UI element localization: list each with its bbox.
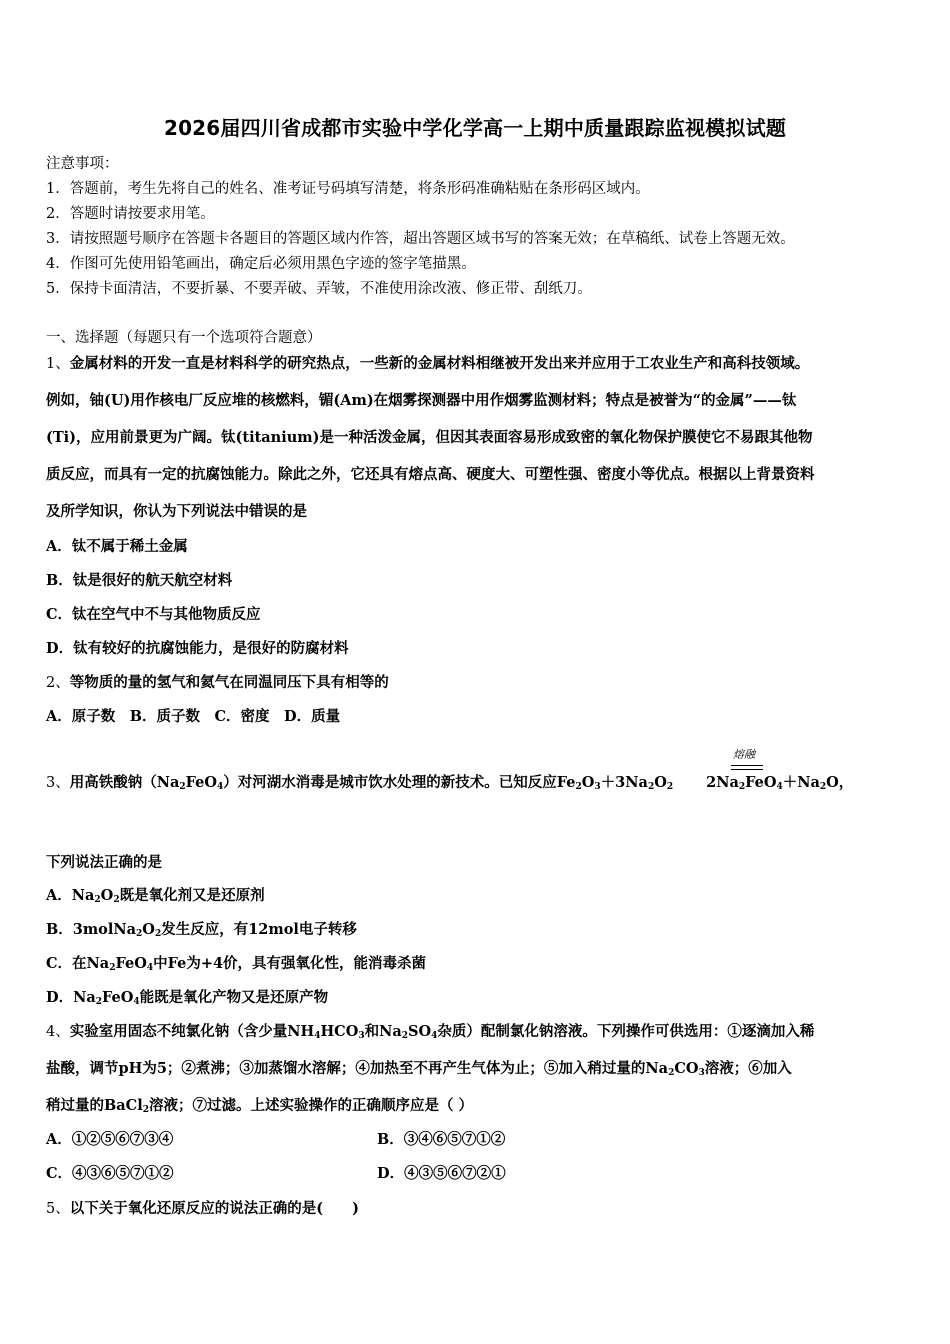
section-heading: 一、选择题（每题只有一个选项符合题意） [46, 330, 322, 346]
page-title: 2026届四川省成都市实验中学化学高一上期中质量跟踪监视模拟试题 [163, 116, 787, 140]
compound: $Na_2FeO_4$ [156, 774, 224, 792]
question-number: 4、 [46, 1024, 70, 1040]
option-b: B．③④⑥⑤⑦①② [377, 1131, 506, 1148]
equation-line-bottom [731, 769, 763, 770]
question-number: 2、 [46, 675, 70, 691]
option-a: A．钛不属于稀土金属 [46, 538, 188, 555]
question-3-prompt: 下列说法正确的是 [46, 854, 162, 871]
question-3-line: 3、用高铁酸钠$(Na_2FeO_4)$对河湖水消毒是城市饮水处理的新技术。已知反应$Fe_2O_3+3Na_2O_2$ $2Na_2FeO_4+Na_2O$， [46, 774, 854, 792]
option-b: B．$3molNa_2O_2$发生反应，有12mol电子转移 [46, 921, 357, 939]
question-1-line: 例如，铀(U)用作核电厂反应堆的核燃料，镅(Am)在烟雾探测器中用作烟雾监测材料；特点是被誉为“的金属”——钛 [46, 392, 797, 409]
question-2-options: A．原子数 B．质子数 C．密度 D．质量 [46, 708, 341, 725]
option-a: A．①②⑤⑥⑦③④ [46, 1131, 174, 1148]
question-number: 5、 [46, 1201, 70, 1217]
question-number: 3、 [46, 775, 70, 791]
equation-line-top [731, 765, 763, 766]
option-d: D．钛有较好的抗腐蚀能力，是很好的防腐材料 [46, 640, 349, 657]
option-a: A．$Na_2O_2$既是氧化剂又是还原剂 [46, 887, 265, 905]
question-2-line [46, 671, 389, 692]
question-1-line: (Ti)，应用前景更为广阔。钛(titanium)是一种活泼金属，但因其表面容易形成致密的氧化物保护膜使它不易跟其他物 [46, 429, 813, 446]
products: $2Na_2FeO_4+Na_2O$， [706, 774, 854, 792]
option-b: B．钛是很好的航天航空材料 [46, 572, 233, 589]
notice-item: 4．作图可先使用铅笔画出，确定后必须用黑色字迹的签字笔描黑。 [46, 256, 476, 272]
question-number: 1、 [46, 356, 70, 372]
notice-heading: 注意事项： [46, 156, 119, 172]
question-1-line [46, 352, 809, 373]
option-d: D．④③⑤⑥⑦②① [377, 1165, 506, 1182]
question-text: 金属材料的开发一直是材料科学的研究热点，一些新的金属材料相继被开发出来并应用于工农业生产和高科技领域。 [69, 355, 810, 372]
notice-item: 1．答题前，考生先将自己的姓名、准考证号码填写清楚，将条形码准确粘贴在条形码区域内。 [46, 181, 650, 197]
question-1-line: 及所学知识，你认为下列说法中错误的是 [46, 503, 307, 520]
question-text: 等物质的量的氢气和氦气在同温同压下具有相等的 [69, 674, 389, 691]
notice-item: 2．答题时请按要求用笔。 [46, 206, 215, 222]
question-4-line: 稍过量的BaCl$_2$溶液；⑦过滤。上述实验操作的正确顺序应是（ ） [46, 1097, 474, 1115]
question-1-line: 质反应，而具有一定的抗腐蚀能力。除此之外，它还具有熔点高、硬度大、可塑性强、密度小等优点。根据以上背景资料 [46, 466, 815, 483]
option-c: C．钛在空气中不与其他物质反应 [46, 606, 261, 623]
option-c: C．④③⑥⑤⑦①② [46, 1165, 174, 1182]
notice-item: 5．保持卡面清洁，不要折暴、不要弄破、弄皱，不准使用涂改液、修正带、刮纸刀。 [46, 281, 592, 297]
notice-item: 3．请按照题号顺序在答题卡各题目的答题区域内作答，超出答题区域书写的答案无效；在草稿纸、试卷上答题无效。 [46, 231, 795, 247]
reactants: $Fe_2O_3+3Na_2O_2$ [556, 774, 674, 792]
question-text: 以下关于氧化还原反应的说法正确的是( ) [69, 1200, 359, 1217]
reaction-condition: 熔融 [733, 748, 755, 761]
option-c: C．在$Na_2FeO_4$中Fe为+4价，具有强氧化性，能消毒杀菌 [46, 955, 427, 973]
option-d: D．$Na_2FeO_4$能既是氧化产物又是还原产物 [46, 989, 329, 1007]
question-4-line: 盐酸，调节pH为5；②煮沸；③加蒸馏水溶解；④加热至不再产生气体为止；⑤加入稍过量的$Na_2CO_3$溶液；⑥加入 [46, 1060, 792, 1078]
question-5-line [46, 1197, 359, 1218]
question-4-line: 4、实验室用固态不纯氯化钠（含少量$NH_4HCO_3$和$Na_2SO_4$杂质）配制氯化钠溶液。下列操作可供选用：①逐滴加入稀 [46, 1023, 815, 1041]
